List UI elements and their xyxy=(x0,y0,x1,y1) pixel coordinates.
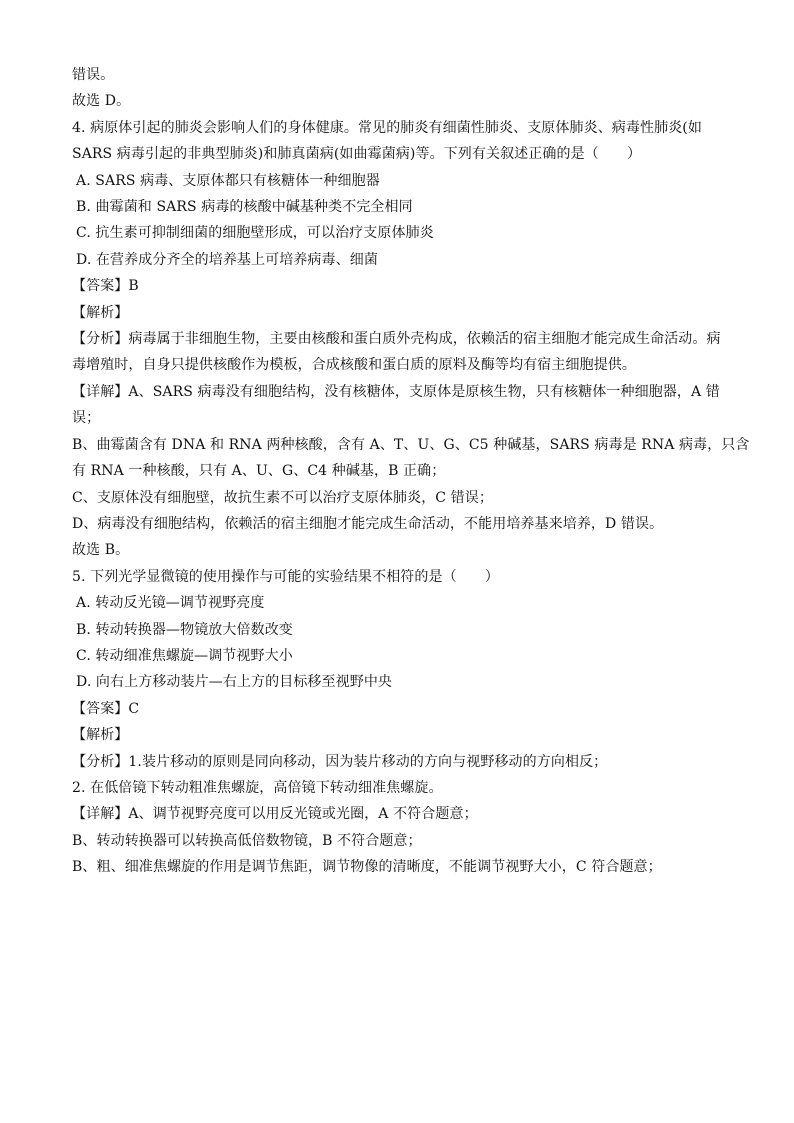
question-4-detail-line-3: B、曲霉菌含有 DNA 和 RNA 两种核酸，含有 A、T、U、G、C5 种碱基，SARS 病毒是 RNA 病毒，只含 xyxy=(72,436,750,453)
question-4-answer: 【答案】B xyxy=(72,278,139,295)
text-line-1: 错误。 xyxy=(72,67,115,83)
question-5-analysis-line-2: 2. 在低倍镜下转动粗准焦螺旋，高倍镜下转动细准焦螺旋。 xyxy=(72,779,443,796)
question-4-detail-line-5: C、支原体没有细胞壁，故抗生素不可以治疗支原体肺炎，C 错误； xyxy=(72,489,493,506)
question-5-analysis-heading: 【解析】 xyxy=(72,727,129,744)
question-5-answer: 【答案】C xyxy=(72,700,140,717)
document-page xyxy=(72,62,750,881)
question-4-stem-line-1: 4. 病原体引起的肺炎会影响人们的身体健康。常见的肺炎有细菌性肺炎、支原体肺炎、病毒性肺炎(如 xyxy=(72,119,702,136)
text-line-2: 故选 D。 xyxy=(72,93,131,110)
question-4-option-d: D. 在营养成分齐全的培养基上可培养病毒、细菌 xyxy=(76,251,378,268)
question-5-detail-line-3: B、粗、细准焦螺旋的作用是调节焦距，调节物像的清晰度，不能调节视野大小，C 符合题意； xyxy=(72,859,662,876)
question-5-option-a: A. 转动反光镜—调节视野亮度 xyxy=(76,595,265,612)
question-5-analysis-line-1: 【分析】1.装片移动的原则是同向移动，因为装片移动的方向与视野移动的方向相反； xyxy=(72,753,608,770)
question-4-detail-line-6: D、病毒没有细胞结构，依赖活的宿主细胞才能完成生命活动，不能用培养基来培养，D 错误。 xyxy=(72,515,664,532)
question-5-option-b: B. 转动转换器—物镜放大倍数改变 xyxy=(76,621,293,638)
question-4-detail-line-4: 有 RNA 一种核酸，只有 A、U、G、C4 种碱基，B 正确； xyxy=(72,463,446,480)
question-4-detail-line-1: 【详解】A、SARS 病毒没有细胞结构，没有核糖体，支原体是原核生物，只有核糖体一种细胞器，A 错 xyxy=(72,383,720,400)
question-4-conclusion: 故选 B。 xyxy=(72,542,130,559)
question-4-analysis-heading: 【解析】 xyxy=(72,304,129,321)
question-5-detail-line-1: 【详解】A、调节视野亮度可以用反光镜或光圈，A 不符合题意； xyxy=(72,806,478,823)
question-5-stem: 5. 下列光学显微镜的使用操作与可能的实验结果不相符的是（ ） xyxy=(72,568,500,585)
question-4-option-a: A. SARS 病毒、支原体都只有核糖体一种细胞器 xyxy=(76,172,380,189)
question-4-analysis-line-1: 【分析】病毒属于非细胞生物，主要由核酸和蛋白质外壳构成，依赖活的宿主细胞才能完成生命活动。病 xyxy=(72,331,721,348)
question-4-stem-line-2: SARS 病毒引起的非典型肺炎)和肺真菌病(如曲霉菌病)等。下列有关叙述正确的是（ ） xyxy=(72,146,642,163)
question-5-option-d: D. 向右上方移动装片—右上方的目标移至视野中央 xyxy=(76,674,393,691)
question-5-option-c: C. 转动细准焦螺旋—调节视野大小 xyxy=(76,647,293,664)
question-4-detail-line-2: 误； xyxy=(72,410,101,427)
question-4-option-b: B. 曲霉菌和 SARS 病毒的核酸中碱基种类不完全相同 xyxy=(76,199,413,216)
question-5-detail-line-2: B、转动转换器可以转换高低倍数物镜，B 不符合题意； xyxy=(72,832,422,849)
question-4-option-c: C. 抗生素可抑制细菌的细胞壁形成，可以治疗支原体肺炎 xyxy=(76,225,434,242)
question-4-analysis-line-2: 毒增殖时，自身只提供核酸作为模板，合成核酸和蛋白质的原料及酶等均有宿主细胞提供。 xyxy=(72,357,636,374)
